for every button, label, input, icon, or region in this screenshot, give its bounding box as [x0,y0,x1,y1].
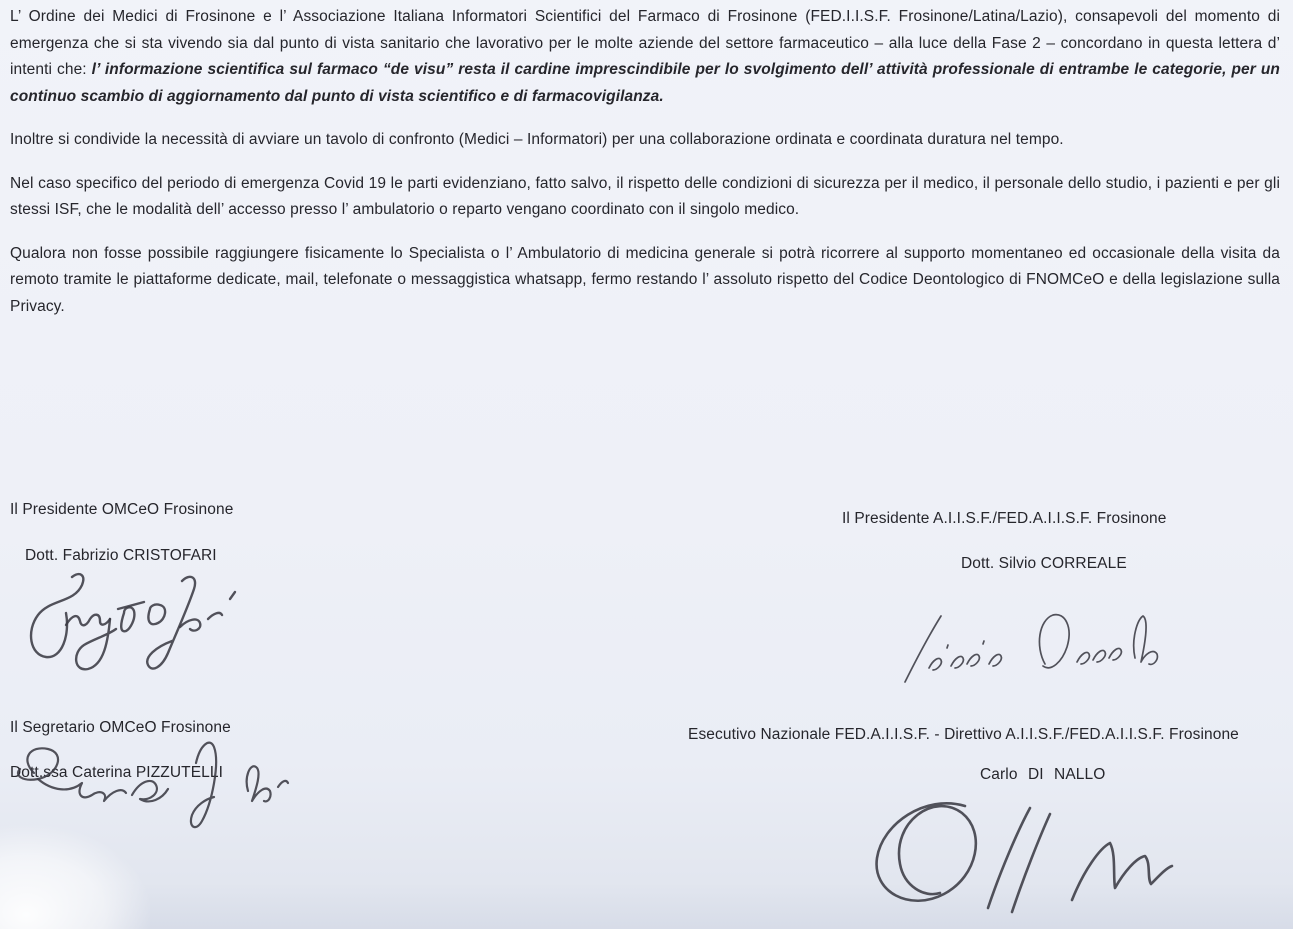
signature-dinallo [860,788,1180,926]
executive-fedaiisf-name: Carlo DI NALLO [980,766,1106,783]
signature-correale [895,610,1175,690]
letter-body [10,4,1280,337]
executive-fedaiisf-title: Esecutivo Nazionale FED.A.I.I.S.F. - Direttivo A.I.I.S.F./FED.A.I.I.S.F. Frosinone [688,726,1239,743]
paragraph-intro-normal: L’ Ordine dei Medici di Frosinone e l’ Associazione Italiana Informatori Scientifici del Farmaco di Frosinone (FED.I.I.S.F. Frosinone/Latina/Lazio), consapevoli del momento di emergenza che si sta vivendo sia dal punto di vista sanitario che lavorativo per le molte aziende del settore farmaceutico – alla luce della Fase 2 – concordano in questa lettera d’ intenti che: [10,8,1280,78]
signature-cristofari [20,569,270,691]
paragraph-visita-remoto: Qualora non fosse possibile raggiungere fisicamente lo Specialista o l’ Ambulatorio di medicina generale si potrà ricorrere al supporto momentaneo ed occasionale della visita da remoto tramite le piattaforme dedicate, mail, telefonate o messaggistica whatsapp, fermo restando l’ assoluto rispetto del Codice Deontologico di FNOMCeO e della legislazione sulla Privacy. [10,244,1280,315]
president-omceo-name: Dott. Fabrizio CRISTOFARI [25,547,217,564]
paragraph-covid-sicurezza: Nel caso specifico del periodo di emergenza Covid 19 le parti evidenziano, fatto salvo, il rispetto delle condizioni di sicurezza per il medico, il personale dello studio, i pazienti e per gli stessi ISF, che le modalità dell’ accesso presso l’ ambulatorio o reparto vengano coordinato con il singolo medico. [10,174,1280,218]
president-aiisf-title: Il Presidente A.I.I.S.F./FED.A.I.I.S.F. Frosinone [842,510,1167,527]
secretary-omceo-title: Il Segretario OMCeO Frosinone [10,719,231,736]
secretary-omceo-name: Dott.ssa Caterina PIZZUTELLI [10,764,223,781]
president-aiisf-name: Dott. Silvio CORREALE [961,555,1127,572]
signature-pizzutelli [0,735,300,847]
president-omceo-title: Il Presidente OMCeO Frosinone [10,501,234,518]
paragraph-intro [10,4,1280,110]
paragraph-tavolo-confronto: Inoltre si condivide la necessità di avviare un tavolo di confronto (Medici – Informatori) per una collaborazione ordinata e coordinata duratura nel tempo. [10,131,1064,148]
paragraph-intro-emphasis: l’ informazione scientifica sul farmaco “de visu” resta il cardine imprescindibile per lo svolgimento dell’ attività professionale di entrambe le categorie, per un continuo scambio di aggiornamento dal punto di vista scientifico e di farmacovigilanza. [10,61,1280,105]
page-curl-shadow [0,825,150,929]
